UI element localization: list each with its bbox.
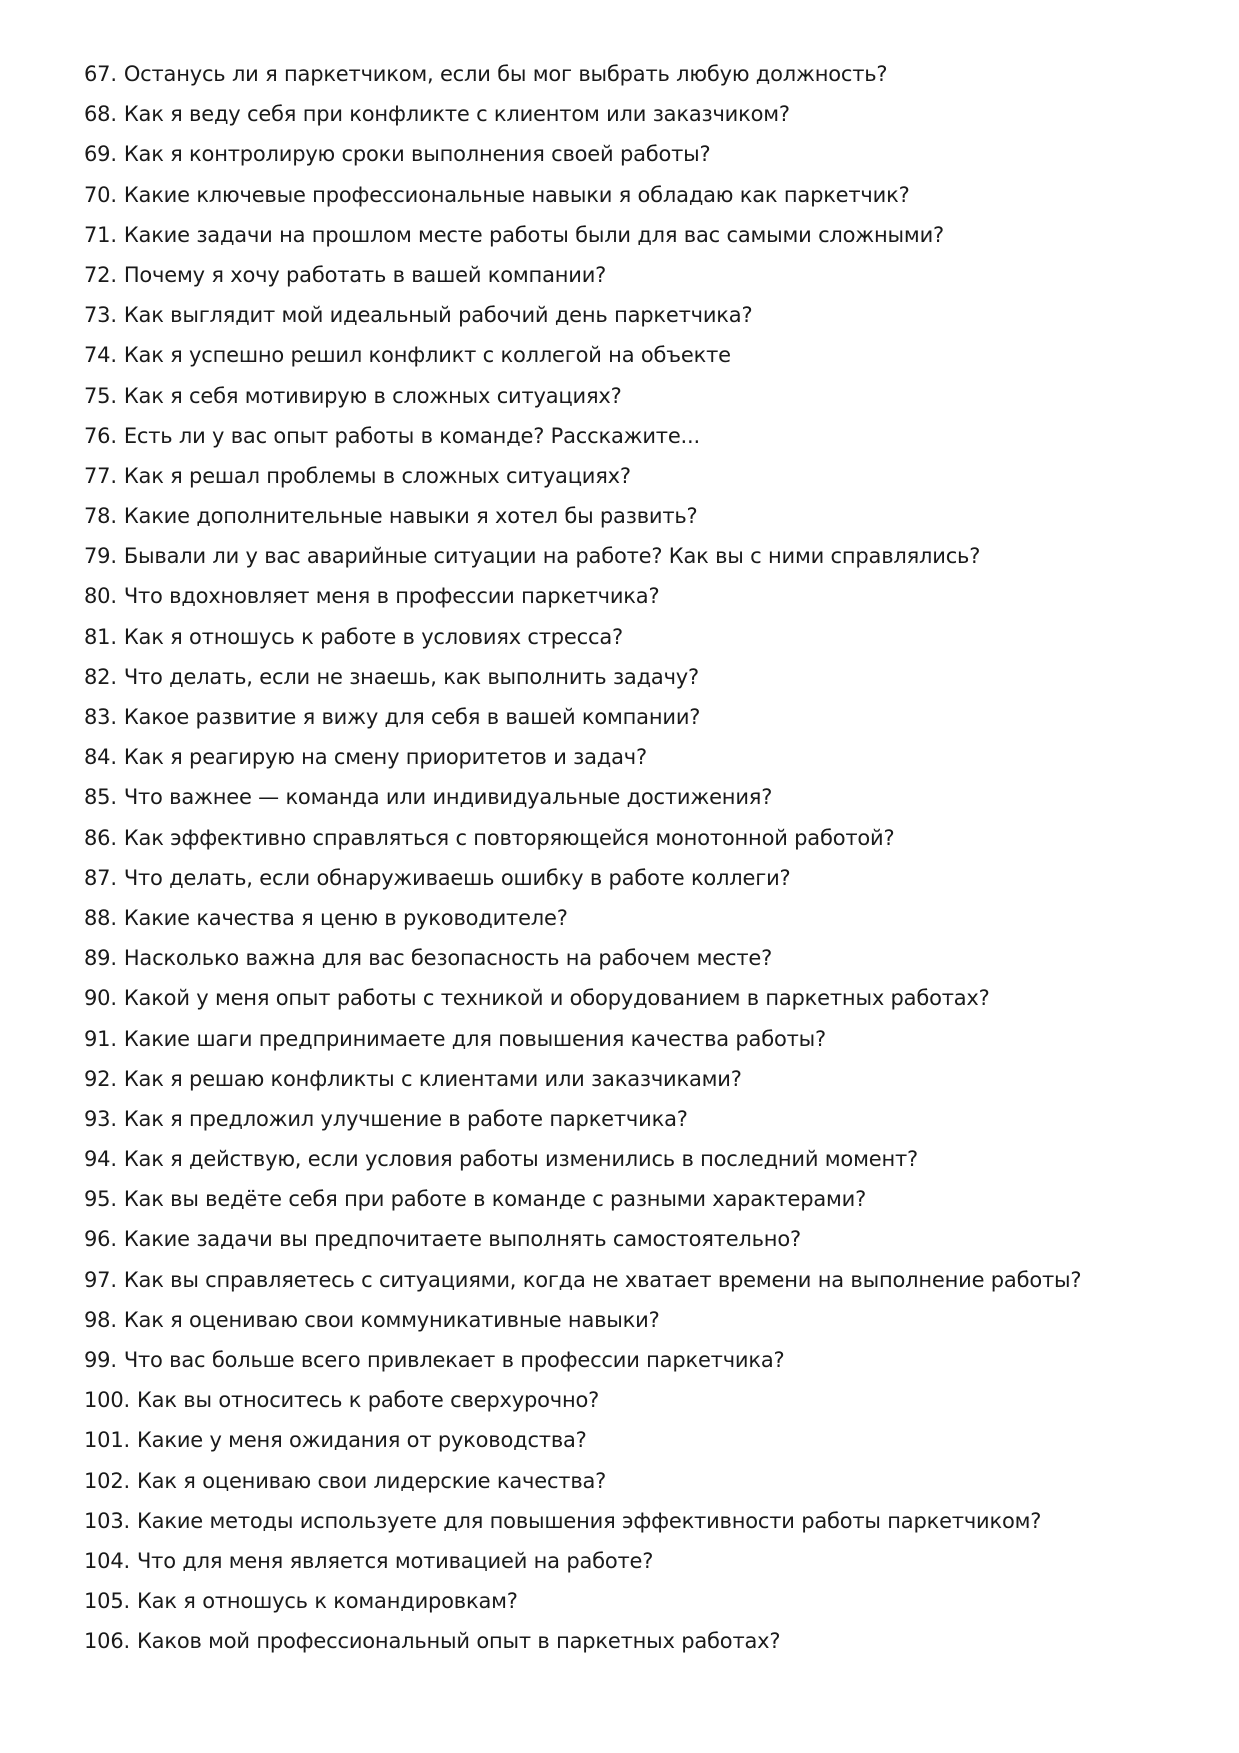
- question-text: Что важнее — команда или индивидуальные достижения?: [123, 785, 773, 810]
- question-number: 75.: [84, 383, 117, 408]
- question-item: [84, 263, 1081, 303]
- question-number: 93.: [84, 1106, 117, 1131]
- question-number: 80.: [84, 584, 117, 609]
- question-item: [84, 1469, 1081, 1509]
- question-number: 106.: [84, 1629, 130, 1654]
- question-text: Как я оцениваю свои лидерские качества?: [136, 1468, 607, 1493]
- question-text: Какие дополнительные навыки я хотел бы развить?: [123, 504, 698, 529]
- question-text: Какое развитие я вижу для себя в вашей компании?: [123, 705, 701, 729]
- question-item: [84, 745, 1081, 785]
- question-number: 89.: [84, 946, 117, 971]
- question-number: 87.: [84, 865, 117, 890]
- question-number: 86.: [84, 825, 117, 850]
- question-text: Как вы относитесь к работе сверхурочно?: [136, 1388, 600, 1413]
- question-item: [84, 1187, 1081, 1227]
- question-text: Как я решаю конфликты с клиентами или заказчиками?: [123, 1066, 742, 1091]
- question-item: [84, 102, 1081, 142]
- question-number: 97.: [84, 1267, 117, 1292]
- question-text: Как вы ведёте себя при работе в команде с разными характерами?: [123, 1187, 867, 1212]
- question-number: 100.: [84, 1388, 130, 1413]
- question-text: Каков мой профессиональный опыт в паркетных работах?: [136, 1629, 781, 1654]
- question-number: 101.: [84, 1428, 130, 1453]
- question-item: [84, 343, 1081, 383]
- question-number: 85.: [84, 785, 117, 810]
- question-number: 96.: [84, 1227, 117, 1252]
- question-item: [84, 424, 1081, 464]
- question-text: Что вдохновляет меня в профессии паркетчика?: [123, 584, 660, 609]
- question-text: Как я себя мотивирую в сложных ситуациях?: [123, 383, 622, 408]
- question-text: Какие методы используете для повышения эффективности работы паркетчиком?: [136, 1508, 1042, 1533]
- question-number: 91.: [84, 1026, 117, 1051]
- question-item: [84, 1629, 1081, 1669]
- question-item: [84, 142, 1081, 182]
- question-text: Как вы справляетесь с ситуациями, когда не хватает времени на выполнение работы?: [123, 1267, 1082, 1292]
- question-text: Как я оцениваю свои коммуникативные навыки?: [123, 1307, 660, 1332]
- question-item: [84, 906, 1081, 946]
- question-item: [84, 986, 1081, 1026]
- question-text: Что для меня является мотивацией на работе?: [136, 1548, 654, 1573]
- question-text: Как я веду себя при конфликте с клиентом или заказчиком?: [123, 102, 790, 127]
- question-text: Как выглядит мой идеальный рабочий день паркетчика?: [123, 303, 753, 328]
- question-item: [84, 826, 1081, 866]
- question-item: [84, 866, 1081, 906]
- question-number: 92.: [84, 1066, 117, 1091]
- question-text: Как я отношусь к работе в условиях стресса?: [123, 624, 623, 649]
- question-text: Какие задачи на прошлом месте работы были для вас самыми сложными?: [123, 222, 944, 247]
- question-number: 99.: [84, 1348, 117, 1372]
- question-item: [84, 1107, 1081, 1147]
- question-text: Насколько важна для вас безопасность на рабочем месте?: [123, 946, 773, 971]
- question-text: Как я решал проблемы в сложных ситуациях?: [123, 463, 631, 488]
- question-text: Как я контролирую сроки выполнения своей работы?: [123, 142, 711, 167]
- question-number: 104.: [84, 1548, 130, 1573]
- question-item: [84, 464, 1081, 504]
- question-item: [84, 1509, 1081, 1549]
- question-number: 76.: [84, 423, 117, 448]
- question-number: 72.: [84, 262, 117, 287]
- question-text: Что делать, если не знаешь, как выполнить задачу?: [123, 664, 699, 689]
- question-item: [84, 1308, 1081, 1348]
- question-item: [84, 946, 1081, 986]
- question-text: Какие качества я ценю в руководителе?: [123, 905, 568, 930]
- question-text: Как я отношусь к командировкам?: [136, 1589, 518, 1614]
- question-text: Какой у меня опыт работы с техникой и оборудованием в паркетных работах?: [123, 986, 990, 1011]
- question-number: 78.: [84, 504, 117, 529]
- question-number: 82.: [84, 664, 117, 689]
- question-text: Что делать, если обнаруживаешь ошибку в работе коллеги?: [123, 865, 791, 890]
- question-number: 88.: [84, 905, 117, 930]
- question-number: 102.: [84, 1468, 130, 1493]
- question-number: 95.: [84, 1187, 117, 1212]
- question-number: 81.: [84, 624, 117, 649]
- question-text: Бывали ли у вас аварийные ситуации на работе? Как вы с ними справлялись?: [123, 544, 981, 569]
- question-text: Что вас больше всего привлекает в профессии паркетчика?: [123, 1348, 785, 1372]
- question-item: [84, 1589, 1081, 1629]
- question-text: Как я действую, если условия работы изменились в последний момент?: [123, 1147, 918, 1172]
- question-text: Как я предложил улучшение в работе паркетчика?: [123, 1106, 688, 1131]
- question-number: 79.: [84, 544, 117, 569]
- question-item: [84, 62, 1081, 102]
- question-item: [84, 1027, 1081, 1067]
- question-item: [84, 665, 1081, 705]
- question-item: [84, 1348, 1081, 1388]
- question-item: [84, 183, 1081, 223]
- question-item: [84, 785, 1081, 825]
- question-text: Как эффективно справляться с повторяющейся монотонной работой?: [123, 825, 895, 850]
- question-text: Какие у меня ожидания от руководства?: [136, 1428, 587, 1453]
- question-item: [84, 1549, 1081, 1589]
- question-item: [84, 384, 1081, 424]
- question-item: [84, 1428, 1081, 1468]
- question-item: [84, 1147, 1081, 1187]
- question-item: [84, 1388, 1081, 1428]
- question-number: 103.: [84, 1508, 130, 1533]
- question-number: 70.: [84, 182, 117, 207]
- question-number: 77.: [84, 463, 117, 488]
- question-list: [84, 62, 1081, 1670]
- question-item: [84, 544, 1081, 584]
- question-number: 84.: [84, 745, 117, 770]
- question-number: 74.: [84, 343, 117, 368]
- question-number: 90.: [84, 986, 117, 1011]
- question-number: 83.: [84, 705, 117, 729]
- question-number: 98.: [84, 1307, 117, 1332]
- question-item: [84, 504, 1081, 544]
- question-item: [84, 584, 1081, 624]
- question-text: Останусь ли я паркетчиком, если бы мог выбрать любую должность?: [123, 62, 888, 86]
- question-item: [84, 1067, 1081, 1107]
- question-item: [84, 1268, 1081, 1308]
- question-text: Как я реагирую на смену приоритетов и задач?: [123, 745, 647, 770]
- question-item: [84, 1227, 1081, 1267]
- question-number: 73.: [84, 303, 117, 328]
- question-text: Почему я хочу работать в вашей компании?: [123, 262, 607, 287]
- question-number: 69.: [84, 142, 117, 167]
- question-text: Как я успешно решил конфликт с коллегой на объекте: [123, 343, 731, 368]
- question-text: Есть ли у вас опыт работы в команде? Расскажите...: [123, 423, 700, 448]
- question-item: [84, 223, 1081, 263]
- question-item: [84, 625, 1081, 665]
- question-number: 67.: [84, 62, 117, 86]
- question-number: 68.: [84, 102, 117, 127]
- question-text: Какие задачи вы предпочитаете выполнять самостоятельно?: [123, 1227, 801, 1252]
- question-item: [84, 303, 1081, 343]
- question-text: Какие шаги предпринимаете для повышения качества работы?: [123, 1026, 826, 1051]
- question-number: 94.: [84, 1147, 117, 1172]
- question-number: 71.: [84, 222, 117, 247]
- question-number: 105.: [84, 1589, 130, 1614]
- question-text: Какие ключевые профессиональные навыки я обладаю как паркетчик?: [123, 182, 910, 207]
- question-item: [84, 705, 1081, 745]
